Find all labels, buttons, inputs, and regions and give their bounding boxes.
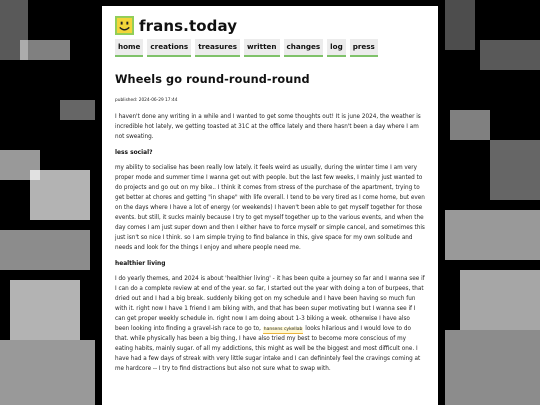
post-intro: I haven't done any writing in a while and I wanted to get some thoughts out! It is june 2024, the weather is incredible hot lately, we getting toasted at 31C at the office lately and there hasn't been a day where I am not sweating.: [115, 114, 421, 140]
section-body-less-social: my ability to socialise has been really low lately. it feels weird as usually, during the winter time I am very proper mode and summer time I wanna get out with people. but the last few weeks, I mainly just wanted to do projects and go out on my bike.. I think it comes from stress of the purchase of the apartment, trying to get better at chores and getting "in shape" with life overall. I tend to be very tired as I come home, but even on the days where I have a lot of energy (or weekends) I haven't been able to get myself together for those events. but still, it sucks mainly because I try to get myself together up to the various events, and when the day comes I am just super down and then I either have to force myself or simple cancel, and sometimes this just isn't so nice I think. so I am simple trying to find balance in this, give space for my own solitude and needs and look for the things I enjoy and where people need me.: [115, 165, 425, 251]
nav-log[interactable]: log: [327, 39, 346, 57]
nav-home[interactable]: home: [115, 39, 143, 57]
published-date: published: 2024-06-29 17:44: [115, 98, 178, 103]
site-header: [115, 16, 425, 35]
site-title[interactable]: frans.today: [139, 16, 238, 35]
nav-changes[interactable]: changes: [284, 39, 324, 57]
section-heading-healthier-living: healthier living: [115, 261, 166, 267]
nav-creations[interactable]: creations: [147, 39, 191, 57]
smiley-face-icon[interactable]: [115, 16, 134, 35]
nav-press[interactable]: press: [350, 39, 378, 57]
main-nav: [115, 39, 425, 57]
post-title: Wheels go round-round-round: [115, 73, 310, 86]
body-text-after: looks hilarious and I would love to do that. while physically has been a big thing, I have also tried my best to become more conscious of my eating habits, mainly sugar. of all my addictions, this might as well be the biggest and most difficult one. I have had a few days of streak with very little sugar intake and I can definintely feel the cravings coming at me hardcore -- I try to find distractions but also not sure what to swap with.: [115, 326, 421, 372]
hansens-cykellab-link[interactable]: hansens cykellab: [263, 327, 303, 332]
page-container: [102, 6, 438, 405]
body-text-before: I do yearly themes, and 2024 is about 'healthier living' - it has been quite a journey so far and I wanna see if I can do a complete review at end of the year. so far, I started out the year with doing a ton of burpees, that dried out and I had a big break. suddenly biking got on my schedule and I have been having so much fun with it. right now I have 1 friend I am biking with, and that has been super motivating but I wanna see if I can get proper weekly schedule in. right now I am doing about 1-3 biking a week. otherwise I have also been looking into finding a gravel-ish race to go to,: [115, 276, 425, 332]
nav-treasures[interactable]: treasures: [195, 39, 240, 57]
section-body-healthier-living: [115, 274, 425, 374]
section-heading-less-social: less social?: [115, 150, 153, 156]
nav-written[interactable]: written: [244, 39, 280, 57]
